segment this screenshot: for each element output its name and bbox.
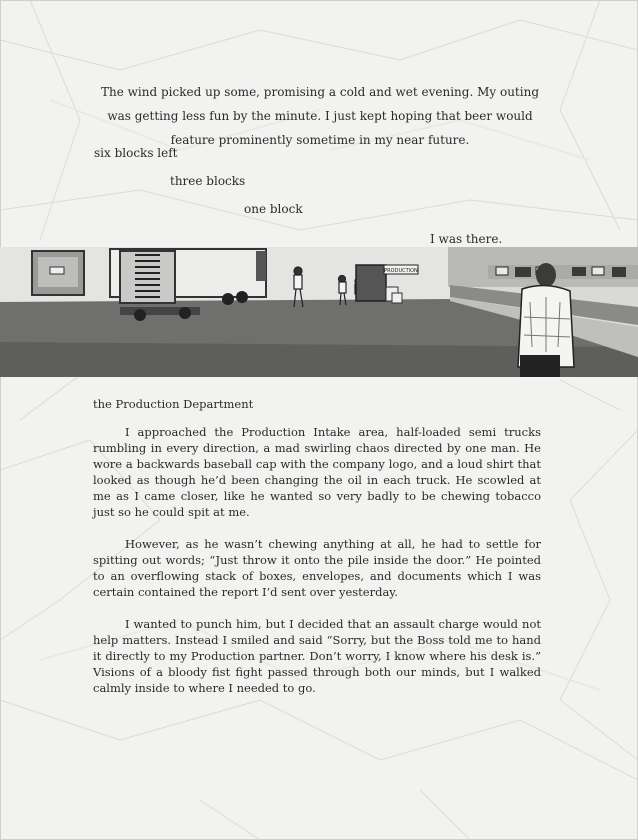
- step-arrival: I was there.: [430, 232, 503, 246]
- step-one-block: one block: [244, 202, 303, 216]
- production-doorway: [356, 265, 386, 301]
- story-paragraph: However, as he wasn’t chewing anything at all, he had to settle for spitting out words; “Just throw it onto the pile inside the door.” He pointed to an overflowing stack of boxes, envelopes, and documents which I was certain contained the report I’d sent over yesterday.: [93, 537, 541, 599]
- step-six-blocks: six blocks left: [94, 146, 178, 160]
- section-title: the Production Department: [93, 397, 254, 411]
- story-section: [93, 396, 541, 712]
- story-paragraph: I approached the Production Intake area, half-loaded semi trucks rumbling in every direction, a mad swirling chaos directed by one man. He wore a backwards baseball cap with the company logo, and a loud shirt that looked as though he’d been changing the oil in each truck. He scowled at me as I came closer, like he wanted so very badly to be chewing tobacco just so he could spit at me.: [93, 425, 541, 519]
- intro-paragraph: The wind picked up some, promising a cold and wet evening. My outing was getting less fun by the minute. I just kept hoping that beer would feature prominently sometime in my near future.: [100, 85, 540, 147]
- loading-dock-illustration: [0, 247, 638, 377]
- windows: [488, 265, 638, 279]
- step-three-blocks: three blocks: [170, 174, 246, 188]
- production-sign-label: PRODUCTION: [384, 268, 418, 274]
- story-paragraph: I wanted to punch him, but I decided that an assault charge would not help matters. Instead I smiled and said “Sorry, but the Boss told me to hand it directly to my Production partner. Don’t worry, I know where his desk is.” Visions of a bloody fist fight passed through both our minds, but I walked calmly inside to where I needed to go.: [93, 617, 541, 695]
